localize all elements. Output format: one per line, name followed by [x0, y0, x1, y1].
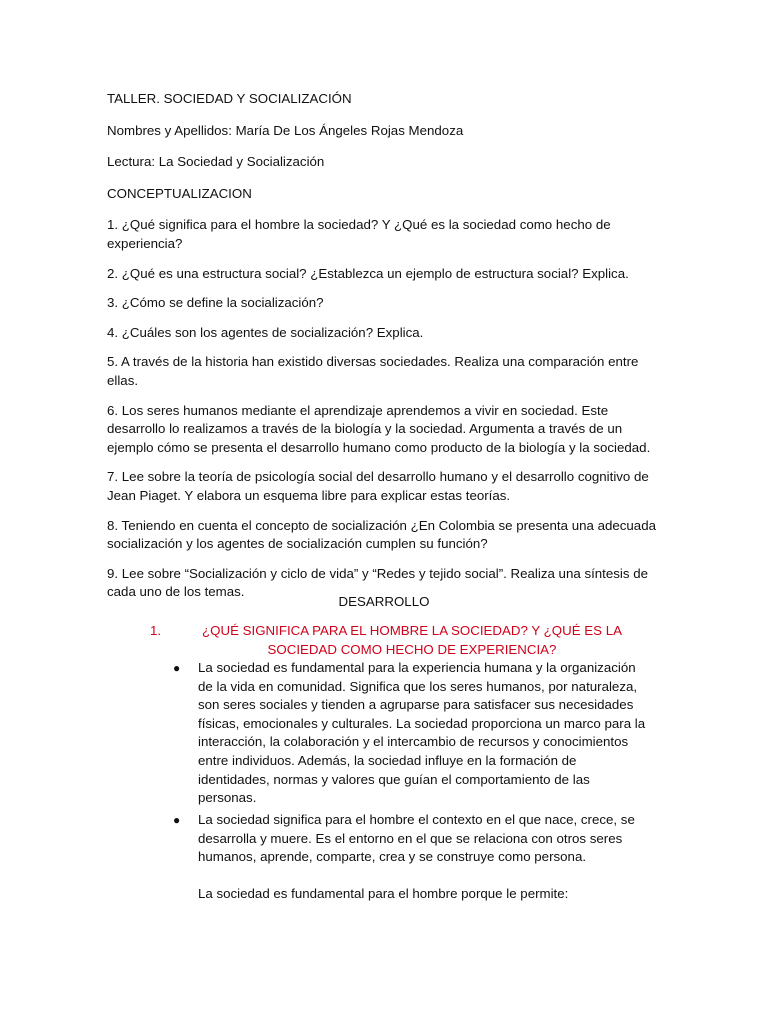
question-list [107, 216, 667, 602]
heading-text: ¿QUÉ SIGNIFICA PARA EL HOMBRE LA SOCIEDAD? Y ¿QUÉ ES LA SOCIEDAD COMO HECHO DE EXPERIENCIA? [202, 623, 622, 657]
bullet-text: La sociedad significa para el hombre el contexto en el que nace, crece, se desarrolla y muere. Es el entorno en el que se relaciona con otros seres humanos, aprende, comparte, crea y se construye como persona. [198, 812, 635, 865]
document-title: TALLER. SOCIEDAD Y SOCIALIZACIÓN [107, 91, 352, 106]
bullet-dot-icon: ● [173, 813, 181, 827]
bullet-item [175, 659, 650, 808]
question-item: 6. Los seres humanos mediante el aprendizaje aprendemos a vivir en sociedad. Este desarrollo lo realizamos a través de la biología y la sociedad. Argumenta a través de un ejemplo cómo se presenta el desarrollo humano como producto de la biología y la sociedad. [107, 402, 651, 455]
reading-title: Lectura: La Sociedad y Socialización [107, 154, 325, 170]
document-content [107, 90, 667, 613]
development-section-title: DESARROLLO [338, 594, 430, 609]
question-item: 2. ¿Qué es una estructura social? ¿Establezca un ejemplo de estructura social? Explica. [107, 265, 629, 281]
question-item: 8. Teniendo en cuenta el concepto de socialización ¿En Colombia se presenta una adecuada socialización y los agentes de socialización cumplen su función? [107, 517, 656, 552]
question-item: 3. ¿Cómo se define la socialización? [107, 295, 324, 311]
question-item: 1. ¿Qué significa para el hombre la sociedad? Y ¿Qué es la sociedad como hecho de experiencia? [107, 217, 611, 251]
conceptualization-heading: CONCEPTUALIZACION [107, 185, 252, 201]
question-item: 9. Lee sobre “Socialización y ciclo de vida” y “Redes y tejido social”. Realiza una síntesis de cada uno de los temas. [107, 565, 649, 600]
bullet-item [175, 811, 650, 867]
development-question-heading [150, 622, 650, 659]
question-item: 7. Lee sobre la teoría de psicología social del desarrollo humano y el desarrollo cognitivo de Jean Piaget. Y elabora un esquema libre para explicar estas teorías. [107, 469, 649, 503]
question-item: 4. ¿Cuáles son los agentes de socialización? Explica. [107, 324, 424, 340]
heading-number: 1. [150, 623, 162, 638]
closing-paragraph: La sociedad es fundamental para el hombre porque le permite: [198, 886, 569, 901]
bullet-text: La sociedad es fundamental para la experiencia humana y la organización de la vida en comunidad. Significa que los seres humanos, por naturaleza, son seres sociales y tienden a agruparse para satisfacer sus necesidades físicas, emocionales y culturales. La sociedad proporciona un marco para la interacción, la colaboración y el intercambio de recursos y conocimientos entre individuos. Además, la sociedad influye en la formación de identidades, normas y valores que guían el comportamiento de las personas. [198, 660, 646, 806]
student-name: Nombres y Apellidos: María De Los Ángeles Rojas Mendoza [107, 122, 464, 138]
bullet-dot-icon: ● [173, 661, 181, 675]
question-item: 5. A través de la historia han existido diversas sociedades. Realiza una comparación entre ellas. [107, 354, 639, 388]
